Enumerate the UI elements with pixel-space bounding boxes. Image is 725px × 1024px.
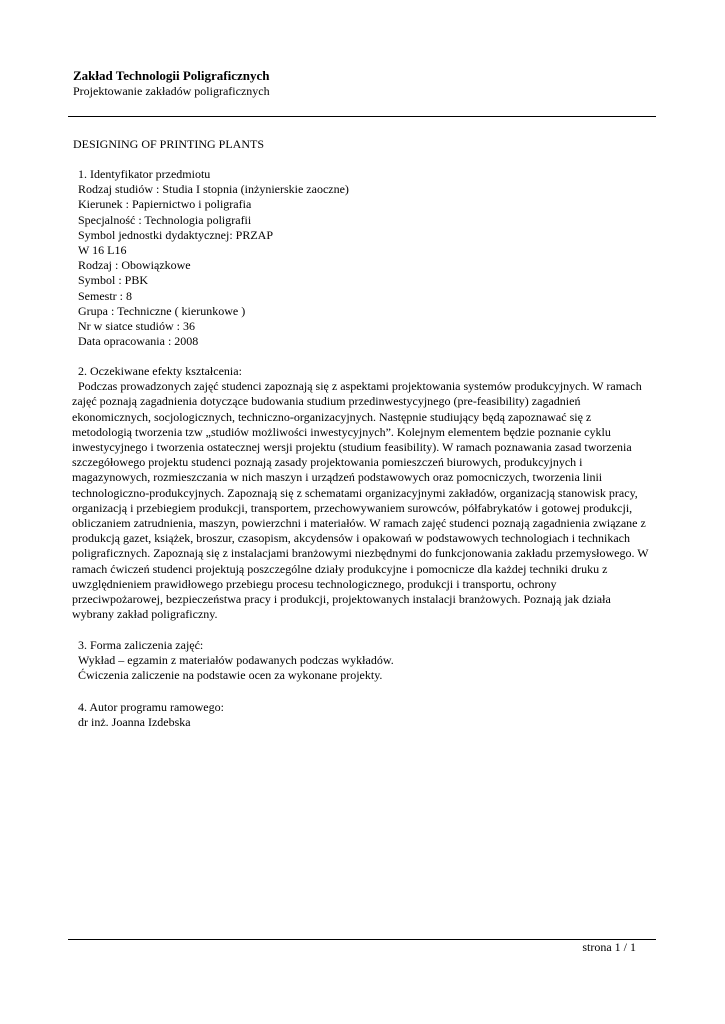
paragraph-line: metodologią tworzenia tzw „studiów możliwości inwestycyjnych”. Kolejnym elementem będzie poznanie cyklu [72,424,611,439]
field-direction: Kierunek : Papiernictwo i poligrafia [78,197,252,212]
page-number: strona 1 / 1 [582,940,636,954]
field-study-type: Rodzaj studiów : Studia I stopnia (inżynierskie zaoczne) [78,182,349,197]
section-identifier [78,167,658,349]
field-semester: Semestr : 8 [78,288,132,303]
field-group: Grupa : Techniczne ( kierunkowe ) [78,303,246,318]
paragraph-line: obliczaniem zatrudnienia, maszyn, powierzchni i materiałów. W ramach zajęć studenci poznają zagadnienia związane z [72,516,646,531]
field-specialty: Specjalność : Technologia poligrafii [78,212,252,227]
paragraph-line: magazynowych, rozmieszczania w nich maszyn i urządzeń podstawowych oraz pomocniczych, tworzenia linii [72,470,603,485]
field-hours: W 16 L16 [78,243,127,258]
field-date: Data opracowania : 2008 [78,334,199,349]
footer-divider [68,939,656,940]
section-assessment-form [78,638,658,684]
paragraph-line: Podczas prowadzonych zajęć studenci zapoznają się z aspektami projektowania systemów produkcyjnych. W ramach [78,379,642,394]
section-heading: 3. Forma zaliczenia zajęć: [78,638,204,652]
paragraph-line: wybrany zakład poligraficzny. [72,607,218,622]
assessment-exercises: Ćwiczenia zaliczenie na podstawie ocen za wykonane projekty. [78,668,383,683]
field-type: Rodzaj : Obowiązkowe [78,258,191,273]
paragraph-line: ramach ćwiczeń studenci projektują poszczególne działy produkcyjne i pomocnicze dla każdej techniki druku z [72,561,608,576]
paragraph-line: produkcją gazet, książek, broszur, czasopism, akcydensów i opakowań w podstawowych technologiach i technikach [72,531,631,546]
paragraph-line: przeciwpożarowej, bezpieczeństwa pracy i produkcji, projektowanych instalacji branżowych. Poznają jak działa [72,592,611,607]
outcomes-paragraph [72,379,658,622]
header-subtitle: Projektowanie zakładów poligraficznych [73,84,270,98]
paragraph-line: ekonomicznych, socjologicznych, techniczno-organizacyjnych. Następnie studiujący będą zapoznawać się z [72,409,592,424]
paragraph-line: poligraficznych. Zapoznają się z instalacjami branżowymi niezbędnymi do funkcjonowania zakładu przemysłowego. W [72,546,649,561]
paragraph-line: uwzględnieniem prawidłowego przebiegu procesu technologicznego, produkcji i transportu, ochrony [72,576,557,591]
header-divider [68,116,656,117]
paragraph-line: zajęć poznają zagadnienia dotyczące budowania studium przedinwestycyjnego (pre-feasibility) zagadnień [72,394,581,409]
paragraph-line: technologiczno-produkcyjnych. Zapoznają się z schematami organizacyjnymi zakładów, organizacją stanowisk pracy, [72,485,638,500]
section-heading: 2. Oczekiwane efekty kształcenia: [78,364,242,378]
author-name: dr inż. Joanna Izdebska [78,715,191,730]
document-title: DESIGNING OF PRINTING PLANTS [73,137,265,151]
section-program-author [78,700,658,730]
field-grid-number: Nr w siatce studiów : 36 [78,319,195,334]
section-learning-outcomes [72,364,658,622]
paragraph-line: szczegółowego projektu studenci poznają zasady projektowania pomieszczeń biurowych, produkcyjnych i [72,455,583,470]
field-symbol: Symbol : PBK [78,273,149,288]
section-heading: 4. Autor programu ramowego: [78,700,224,714]
paragraph-line: organizacją i przebiegiem produkcji, transportem, przechowywaniem surowców, półfabrykatów i gotowej produkcji, [72,500,633,515]
section-heading: 1. Identyfikator przedmiotu [78,167,211,181]
field-unit-symbol: Symbol jednostki dydaktycznej: PRZAP [78,227,273,242]
paragraph-line: inwestycyjnego i tworzenia ostatecznej wersji projektu (studium feasibility). W ramach poznawania zasad tworzenia [72,440,632,455]
header-title: Zakład Technologii Poligraficznych [73,68,270,83]
assessment-lecture: Wykład – egzamin z materiałów podawanych podczas wykładów. [78,653,394,668]
